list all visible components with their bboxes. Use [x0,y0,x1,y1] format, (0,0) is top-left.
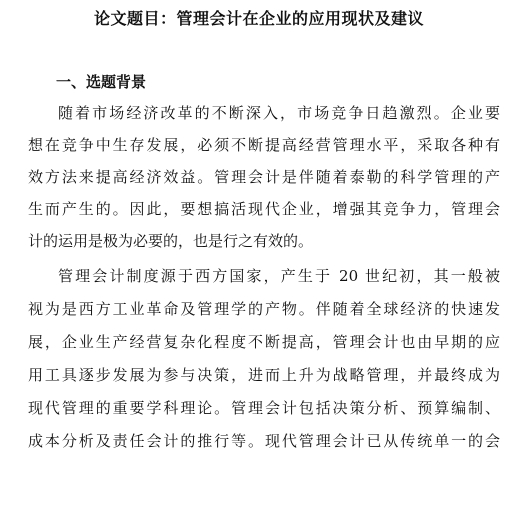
paragraph-line: 用工具逐步发展为参与决策，进而上升为战略管理，并最终成为 [28,366,500,384]
paragraph-line: 随着市场经济改革的不断深入，市场竞争日趋激烈。企业要 [58,104,500,122]
document-title: 论文题目：管理会计在企业的应用现状及建议 [93,9,424,28]
paragraph-line: 想在竞争中生存发展，必须不断提高经营管理水平，采取各种有 [28,136,500,154]
paragraph-line: 展，企业生产经营复杂化程度不断提高，管理会计也由早期的应 [28,333,500,351]
paragraph-line: 生而产生的。因此，要想搞活现代企业，增强其竞争力，管理会 [28,200,500,218]
paragraph-line: 成本分析及责任会计的推行等。现代管理会计已从传统单一的会 [28,432,500,450]
section-heading: 一、选题背景 [56,73,147,91]
paragraph-line: 视为是西方工业革命及管理学的产物。伴随着全球经济的快速发 [28,300,500,318]
paragraph-line: 效方法来提高经济效益。管理会计是伴随着泰勒的科学管理的产 [28,168,500,186]
paragraph-line: 现代管理的重要学科理论。管理会计包括决策分析、预算编制、 [28,399,500,417]
paragraph-line: 计的运用是极为必要的，也是行之有效的。 [28,232,314,250]
paragraph-line: 管理会计制度源于西方国家，产生于 20 世纪初，其一般被 [58,267,500,285]
